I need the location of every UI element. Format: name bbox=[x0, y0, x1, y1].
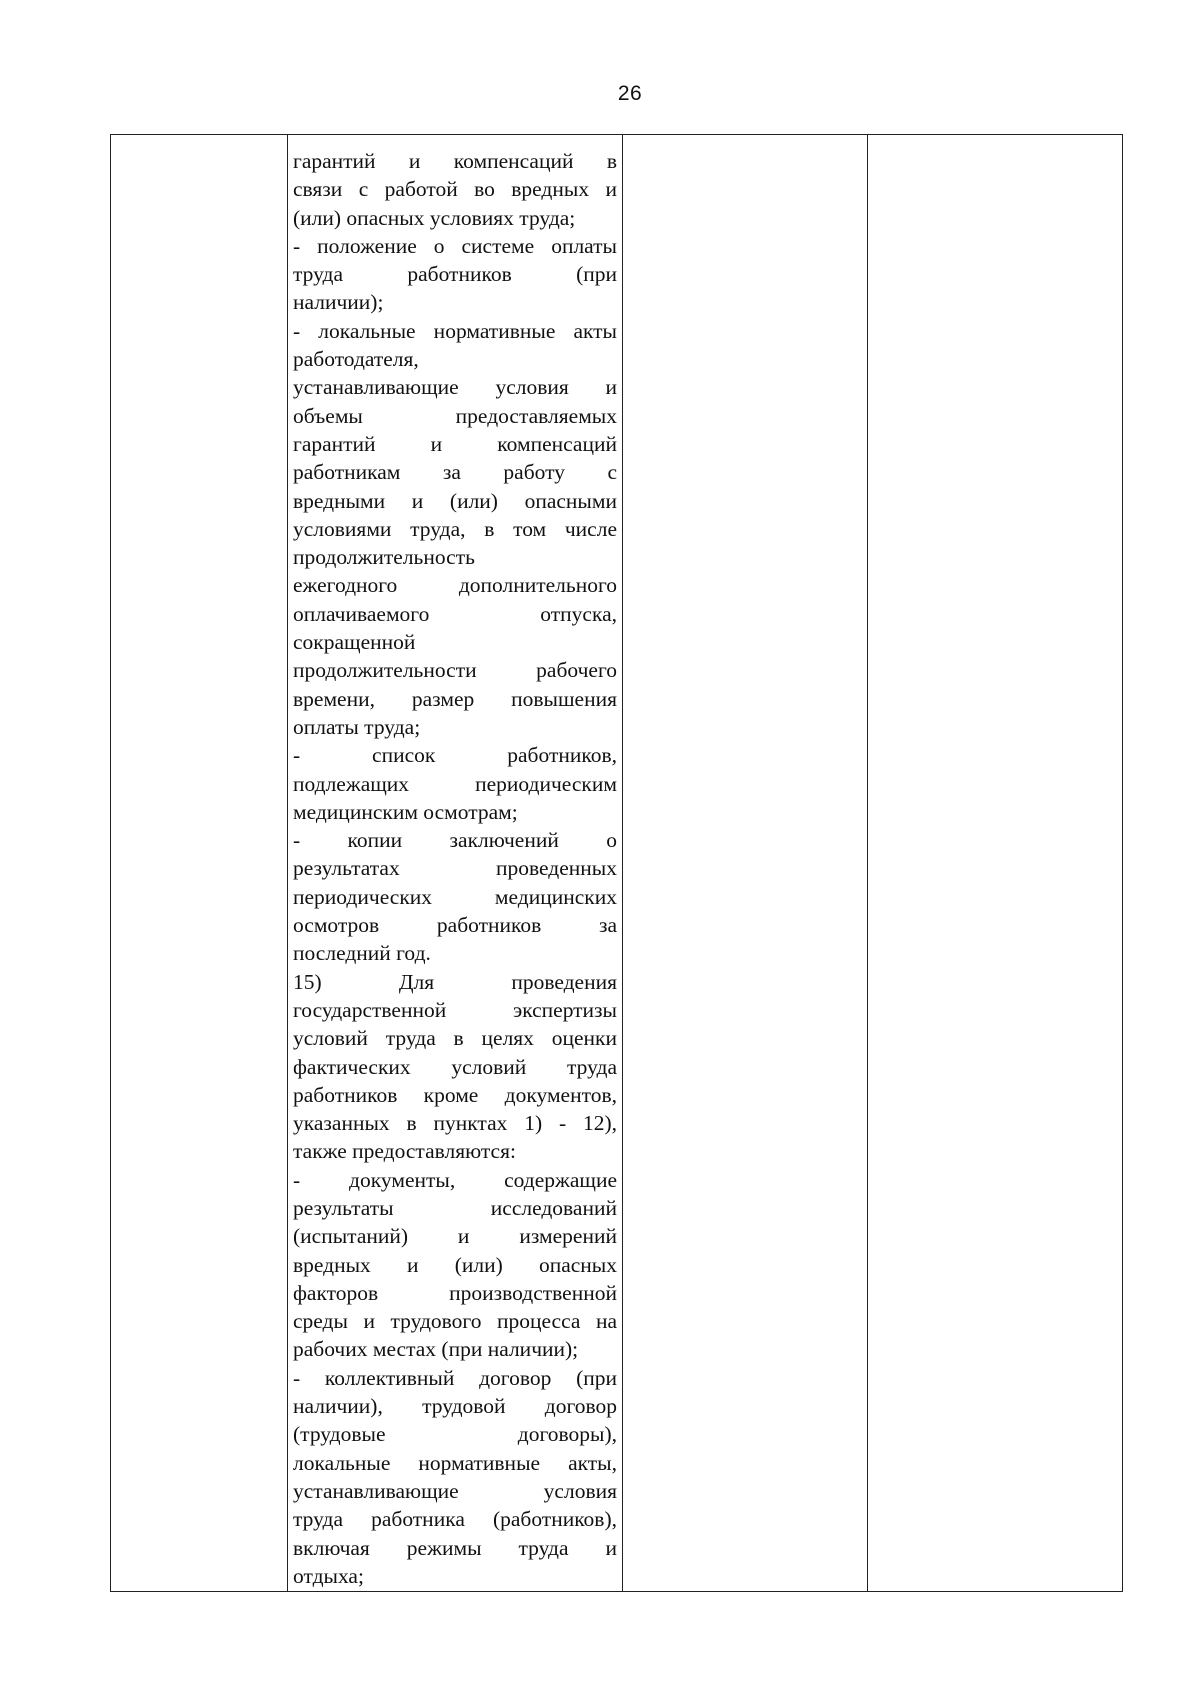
text-line: времени, размер повышения bbox=[293, 686, 617, 711]
text-line: - локальные нормативные акты bbox=[293, 318, 617, 343]
table-cell-col-2 bbox=[288, 135, 623, 1592]
text-line: осмотров работников за bbox=[293, 913, 617, 938]
text-line: фактических условий труда bbox=[293, 1054, 617, 1079]
text-line: гарантий и компенсаций в bbox=[293, 149, 617, 173]
text-line: ежегодного дополнительного bbox=[293, 573, 617, 598]
text-line: оплаты труда; bbox=[293, 714, 421, 739]
text-line: - документы, содержащие bbox=[293, 1167, 617, 1192]
text-line: включая режимы труда и bbox=[293, 1535, 617, 1560]
text-line: условиями труда, в том числе bbox=[293, 516, 617, 541]
text-line: - положение о системе оплаты bbox=[293, 233, 617, 258]
text-line: оплачиваемого отпуска, bbox=[293, 601, 617, 626]
table-row bbox=[111, 135, 1123, 1592]
text-line: работодателя, bbox=[293, 347, 419, 372]
text-line: вредных и (или) опасных bbox=[293, 1252, 617, 1277]
text-line: устанавливающие условия bbox=[293, 1478, 617, 1503]
table-cell-col-1 bbox=[111, 135, 288, 1592]
text-line: труда работников (при bbox=[293, 262, 617, 287]
text-line: сокращенной bbox=[293, 630, 416, 655]
text-line: результатах проведенных bbox=[293, 856, 617, 881]
text-line: - список работников, bbox=[293, 743, 617, 768]
text-line: 15) Для проведения bbox=[293, 969, 617, 994]
text-line: связи с работой во вредных и bbox=[293, 177, 617, 202]
document-table bbox=[110, 134, 1123, 1592]
text-line: - коллективный договор (при bbox=[293, 1365, 617, 1390]
text-line: продолжительности рабочего bbox=[293, 658, 617, 683]
text-line: наличии); bbox=[293, 290, 384, 315]
text-line: среды и трудового процесса на bbox=[293, 1309, 617, 1334]
text-line: подлежащих периодическим bbox=[293, 771, 617, 796]
text-line: работникам за работу с bbox=[293, 460, 617, 485]
text-line: устанавливающие условия и bbox=[293, 375, 617, 400]
text-line: работников кроме документов, bbox=[293, 1082, 617, 1107]
text-line: результаты исследований bbox=[293, 1195, 617, 1220]
text-line: (трудовые договоры), bbox=[293, 1422, 617, 1447]
text-line: (или) опасных условиях труда; bbox=[293, 205, 576, 230]
requirements-text bbox=[288, 135, 622, 1590]
text-line: гарантий и компенсаций bbox=[293, 431, 617, 456]
text-line: периодических медицинских bbox=[293, 884, 617, 909]
text-line: медицинским осмотрам; bbox=[293, 799, 518, 824]
table-cell-col-3 bbox=[623, 135, 868, 1592]
text-line: рабочих местах (при наличии); bbox=[293, 1337, 579, 1362]
text-line: государственной экспертизы bbox=[293, 997, 617, 1022]
text-line: локальные нормативные акты, bbox=[293, 1450, 617, 1475]
text-line: продолжительность bbox=[293, 545, 475, 570]
text-line: последний год. bbox=[293, 941, 431, 966]
text-line: вредными и (или) опасными bbox=[293, 488, 617, 513]
text-line: труда работника (работников), bbox=[293, 1507, 617, 1532]
text-line: также предоставляются: bbox=[293, 1139, 516, 1164]
text-line: условий труда в целях оценки bbox=[293, 1026, 617, 1051]
text-line: наличии), трудовой договор bbox=[293, 1394, 617, 1419]
text-line: объемы предоставляемых bbox=[293, 403, 617, 428]
text-line: факторов производственной bbox=[293, 1280, 617, 1305]
page-number: 26 bbox=[617, 82, 643, 105]
text-line: указанных в пунктах 1) - 12), bbox=[293, 1111, 617, 1136]
text-line: - копии заключений о bbox=[293, 828, 617, 853]
text-line: (испытаний) и измерений bbox=[293, 1224, 617, 1249]
text-line: отдыха; bbox=[293, 1563, 364, 1588]
table-cell-col-4 bbox=[868, 135, 1123, 1592]
